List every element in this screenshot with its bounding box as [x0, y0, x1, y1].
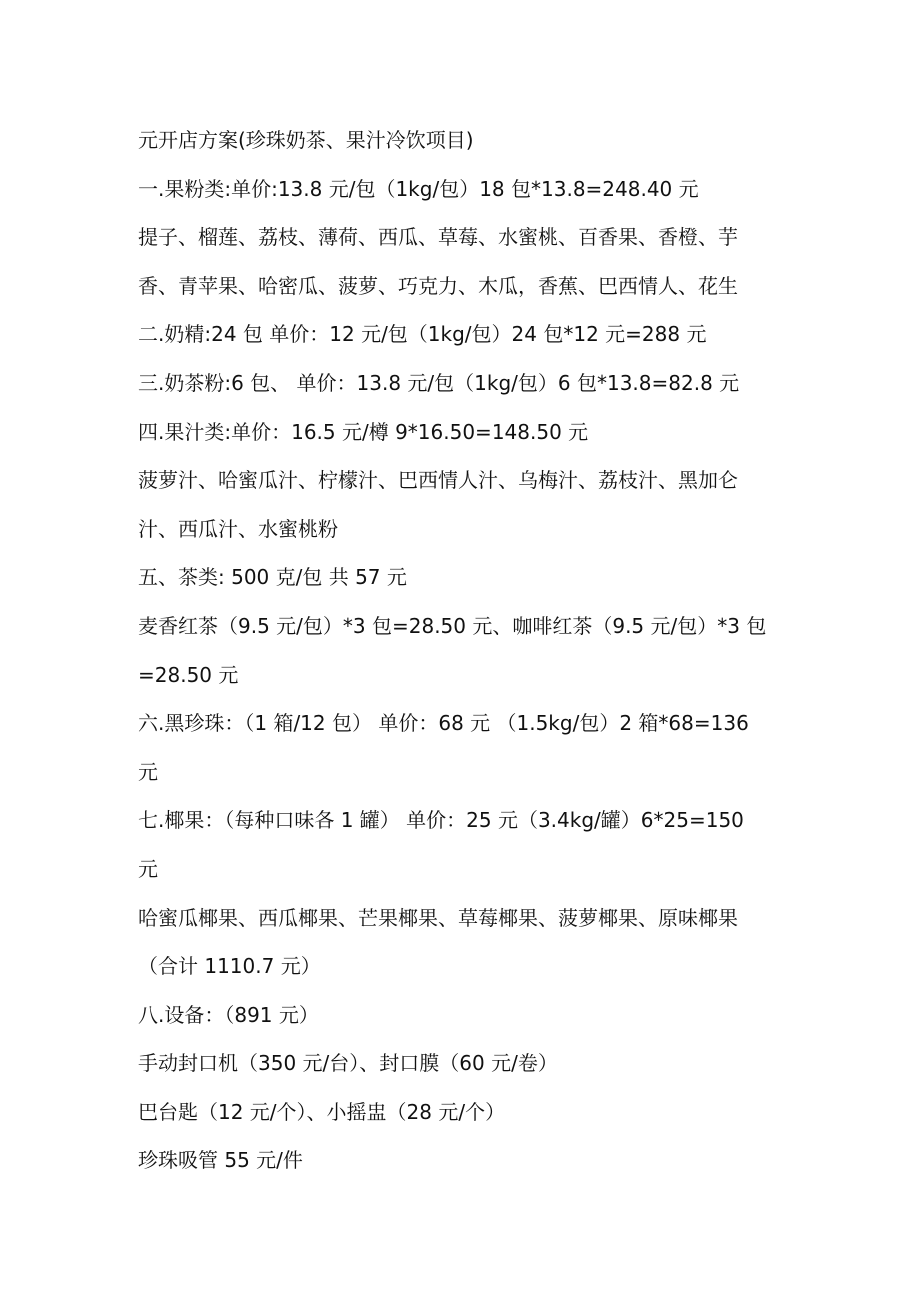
doc-title: 元开店方案(珍珠奶茶、果汁冷饮项目): [138, 128, 474, 152]
section-coconut-jelly: 七.椰果：（每种口味各 1 罐） 单价：25 元（3.4kg/罐）6*25=150: [138, 808, 744, 833]
section-juice: 四.果汁类:单价：16.5 元/樽 9*16.50=148.50 元: [138, 419, 589, 444]
fruit-powder-flavors-line-1: 提子、榴莲、荔枝、薄荷、西瓜、草莓、水蜜桃、百香果、香橙、芋: [138, 225, 738, 250]
section-milk-tea-powder: 三.奶茶粉:6 包、 单价：13.8 元/包（1kg/包）6 包*13.8=82.8 元: [138, 370, 740, 395]
tea-items-line-1: 麦香红茶（9.5 元/包）*3 包=28.50 元、咖啡红茶（9.5 元/包）*3 包: [138, 613, 767, 638]
equipment-line-1: 手动封口机（350 元/台）、封口膜（60 元/卷）: [138, 1051, 558, 1076]
coconut-flavors-line: 哈蜜瓜椰果、西瓜椰果、芒果椰果、草莓椰果、菠萝椰果、原味椰果: [138, 905, 738, 930]
document-body: [138, 116, 788, 1185]
section-black-pearl-cont: 元: [138, 759, 158, 784]
equipment-line-3: 珍珠吸管 55 元/件: [138, 1148, 303, 1173]
section-black-pearl: 六.黑珍珠：（1 箱/12 包） 单价：68 元 （1.5kg/包）2 箱*68=136: [138, 711, 749, 736]
juice-flavors-line-1: 菠萝汁、哈蜜瓜汁、柠檬汁、巴西情人汁、乌梅汁、荔枝汁、黑加仑: [138, 468, 738, 493]
juice-flavors-line-2: 汁、西瓜汁、水蜜桃粉: [138, 516, 338, 541]
equipment-line-2: 巴台匙（12 元/个）、小摇盅（28 元/个）: [138, 1099, 506, 1124]
section-equipment: 八.设备：（891 元）: [138, 1002, 319, 1027]
section-coconut-jelly-cont: 元: [138, 856, 158, 881]
section-creamer: 二.奶精:24 包 单价：12 元/包（1kg/包）24 包*12 元=288 元: [138, 322, 707, 347]
fruit-powder-flavors-line-2: 香、青苹果、哈密瓜、菠萝、巧克力、木瓜，香蕉、巴西情人、花生: [138, 273, 738, 298]
section-tea: 五、茶类: 500 克/包 共 57 元: [138, 565, 407, 590]
subtotal-line: （合计 1110.7 元）: [138, 954, 321, 979]
section-fruit-powder: 一.果粉类:单价:13.8 元/包（1kg/包）18 包*13.8=248.40 元: [138, 176, 699, 201]
tea-items-line-2: =28.50 元: [138, 662, 239, 687]
